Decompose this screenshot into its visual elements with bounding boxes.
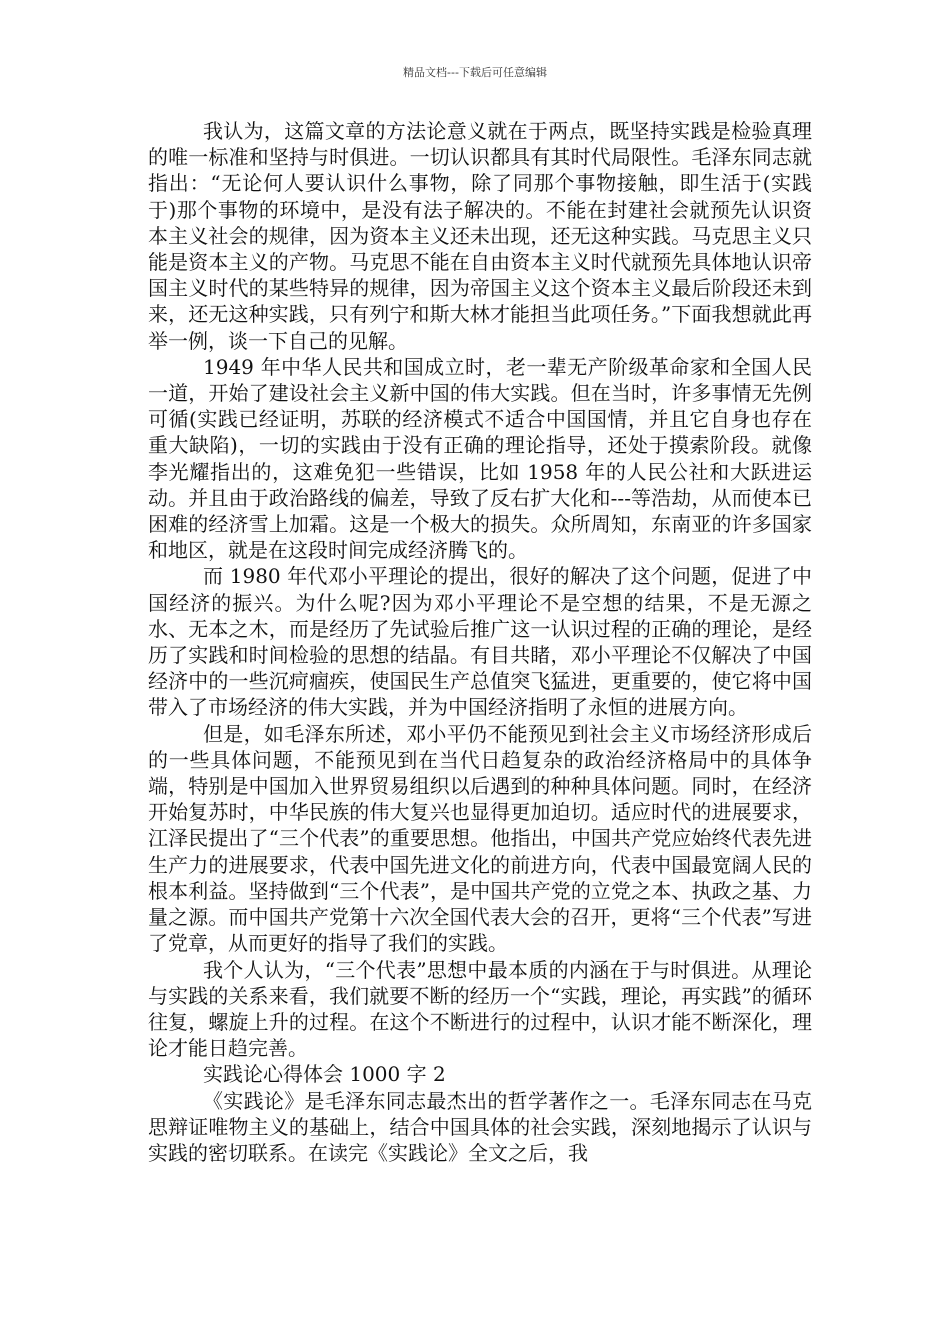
paragraph: 《实践论》是毛泽东同志最杰出的哲学著作之一。毛泽东同志在马克思辩证唯物主义的基础上，结合中国具体的社会实践，深刻地揭示了认识与实践的密切联系。在读完《实践论》全文之后，我 bbox=[148, 1088, 812, 1165]
paragraph: 而 1980 年代邓小平理论的提出，很好的解决了这个问题，促进了中国经济的振兴。为什么呢?因为邓小平理论不是空想的结果，不是无源之水、无本之木，而是经历了先试验后推广这一认识过程的正确的理论，是经历了实践和时间检验的思想的结晶。有目共睹，邓小平理论不仅解决了中国经济中的一些沉疴痼疾，使国民生产总值突飞猛进，更重要的，使它将中国带入了市场经济的伟大实践，并为中国经济指明了永恒的进展方向。 bbox=[148, 564, 812, 720]
paragraph: 我个人认为，“三个代表”思想中最本质的内涵在于与时俱进。从理论与实践的关系来看，我们就要不断的经历一个“实践，理论，再实践”的循环往复，螺旋上升的过程。在这个不断进行的过程中，认识才能不断深化，理论才能日趋完善。 bbox=[148, 957, 812, 1061]
section-title: 实践论心得体会 1000 字 2 bbox=[203, 1062, 446, 1087]
page-header: 精品文档---下载后可任意编辑 bbox=[403, 66, 547, 79]
document-body bbox=[148, 118, 812, 1166]
paragraph: 1949 年中华人民共和国成立时，老一辈无产阶级革命家和全国人民一道，开始了建设社会主义新中国的伟大实践。但在当时，许多事情无先例可循(实践已经证明，苏联的经济模式不适合中国国情，并且它自身也存在重大缺陷)，一切的实践由于没有正确的理论指导，还处于摸索阶段。就像李光耀指出的，这难免犯一些错误，比如 1958 年的人民公社和大跃进运动。并且由于政治路线的偏差，导致了反右扩大化和---等浩劫，从而使本已困难的经济雪上加霜。这是一个极大的损失。众所周知，东南亚的许多国家和地区，就是在这段时间完成经济腾飞的。 bbox=[148, 354, 812, 563]
paragraph: 但是，如毛泽东所述，邓小平仍不能预见到社会主义市场经济形成后的一些具体问题，不能预见到在当代日趋复杂的政治经济格局中的具体争端，特别是中国加入世界贸易组织以后遇到的种种具体问题。同时，在经济开始复苏时，中华民族的伟大复兴也显得更加迫切。适应时代的进展要求，江泽民提出了“三个代表”的重要思想。他指出，中国共产党应始终代表先进生产力的进展要求，代表中国先进文化的前进方向，代表中国最宽阔人民的根本利益。坚持做到“三个代表”，是中国共产党的立党之本、执政之基、力量之源。而中国共产党第十六次全国代表大会的召开，更将“三个代表”写进了党章，从而更好的指导了我们的实践。 bbox=[148, 721, 812, 956]
paragraph: 我认为，这篇文章的方法论意义就在于两点，既坚持实践是检验真理的唯一标准和坚持与时俱进。一切认识都具有其时代局限性。毛泽东同志就指出：“无论何人要认识什么事物，除了同那个事物接触，即生活于(实践于)那个事物的环境中，是没有法子解决的。不能在封建社会就预先认识资本主义社会的规律，因为资本主义还未出现，还无这种实践。马克思主义只能是资本主义的产物。马克思不能在自由资本主义时代就预先具体地认识帝国主义时代的某些特异的规律，因为帝国主义这个资本主义最后阶段还未到来，还无这种实践，只有列宁和斯大林才能担当此项任务。”下面我想就此再举一例，谈一下自己的见解。 bbox=[148, 119, 812, 353]
